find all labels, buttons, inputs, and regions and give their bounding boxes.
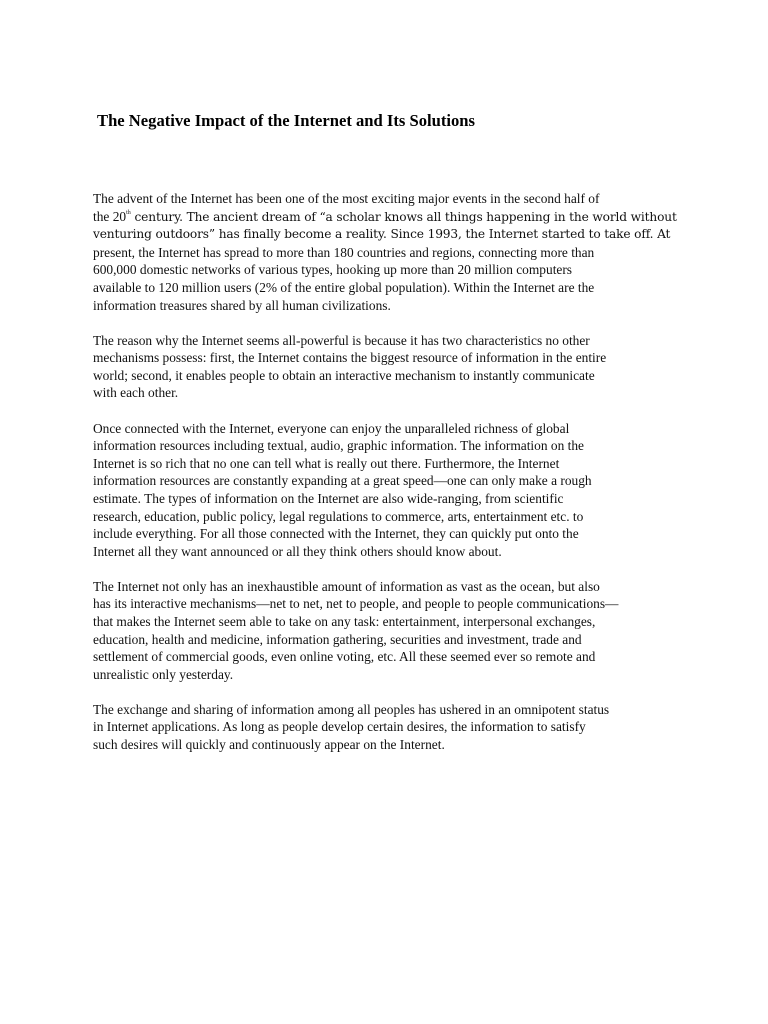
- document-body: [93, 190, 683, 771]
- paragraph-1-line-5: 600,000 domestic networks of various types, hooking up more than 20 million computers: [93, 262, 573, 278]
- paragraph-3-line-3: Internet is so rich that no one can tell what is really out there. Furthermore, the Internet: [93, 455, 560, 471]
- paragraph-3-line-1: Once connected with the Internet, everyone can enjoy the unparalleled richness of global: [93, 420, 570, 436]
- paragraph-4: [93, 578, 683, 684]
- paragraph-3-line-7: include everything. For all those connected with the Internet, they can quickly put onto the: [93, 526, 579, 542]
- paragraph-4-line-3: that makes the Internet seem able to take on any task: entertainment, interpersonal exchanges,: [93, 613, 596, 629]
- paragraph-3: [93, 420, 683, 561]
- paragraph-1-line-6: available to 120 million users (2% of the entire global population). Within the Internet are the: [93, 279, 595, 295]
- paragraph-4-line-5: settlement of commercial goods, even online voting, etc. All these seemed ever so remote and: [93, 649, 596, 665]
- paragraph-4-line-1: The Internet not only has an inexhaustible amount of information as vast as the ocean, but also: [93, 578, 600, 594]
- century-prefix: the 20: [93, 208, 127, 224]
- paragraph-4-line-4: education, health and medicine, information gathering, securities and investment, trade and: [93, 631, 582, 647]
- paragraph-5-line-1: The exchange and sharing of information among all peoples has ushered in an omnipotent status: [93, 701, 610, 717]
- paragraph-2: [93, 332, 683, 402]
- paragraph-2-line-2: mechanisms possess: first, the Internet contains the biggest resource of information in the entire: [93, 350, 607, 366]
- paragraph-3-line-8: Internet all they want announced or all they think others should know about.: [93, 543, 502, 559]
- paragraph-1-line-3: venturing outdoors” has finally become a reality. Since 1993, the Internet started to take off. At: [93, 227, 671, 242]
- paragraph-2-line-1: The reason why the Internet seems all-powerful is because it has two characteristics no other: [93, 332, 590, 348]
- paragraph-1-line-7: information treasures shared by all human civilizations.: [93, 297, 391, 313]
- paragraph-3-line-4: information resources are constantly expanding at a great speed—one can only make a rough: [93, 473, 592, 489]
- paragraph-5: [93, 701, 683, 754]
- paragraph-4-line-2: has its interactive mechanisms—net to net, net to people, and people to people communications—: [93, 596, 619, 612]
- paragraph-3-line-5: estimate. The types of information on the Internet are also wide-ranging, from scientific: [93, 490, 564, 506]
- paragraph-2-line-4: with each other.: [93, 385, 179, 401]
- paragraph-4-line-6: unrealistic only yesterday.: [93, 666, 234, 682]
- document-title: The Negative Impact of the Internet and Its Solutions: [97, 111, 475, 130]
- paragraph-3-line-6: research, education, public policy, legal regulations to commerce, arts, entertainment etc. to: [93, 508, 584, 524]
- paragraph-1-line-4: present, the Internet has spread to more than 180 countries and regions, connecting more than: [93, 244, 595, 260]
- paragraph-5-line-2: in Internet applications. As long as people develop certain desires, the information to satisfy: [93, 719, 586, 735]
- paragraph-1: [93, 190, 683, 314]
- ordinal-suffix: th: [126, 209, 131, 216]
- century-suffix-text: century. The ancient dream of “a scholar knows all things happening in the world without: [130, 209, 677, 224]
- paragraph-2-line-3: world; second, it enables people to obtain an interactive mechanism to instantly communicate: [93, 367, 595, 383]
- paragraph-5-line-3: such desires will quickly and continuously appear on the Internet.: [93, 737, 445, 753]
- paragraph-1-line-2: [93, 208, 683, 227]
- paragraph-1-line-1: The advent of the Internet has been one of the most exciting major events in the second half of: [93, 191, 600, 206]
- paragraph-3-line-2: information resources including textual, audio, graphic information. The information on the: [93, 438, 584, 454]
